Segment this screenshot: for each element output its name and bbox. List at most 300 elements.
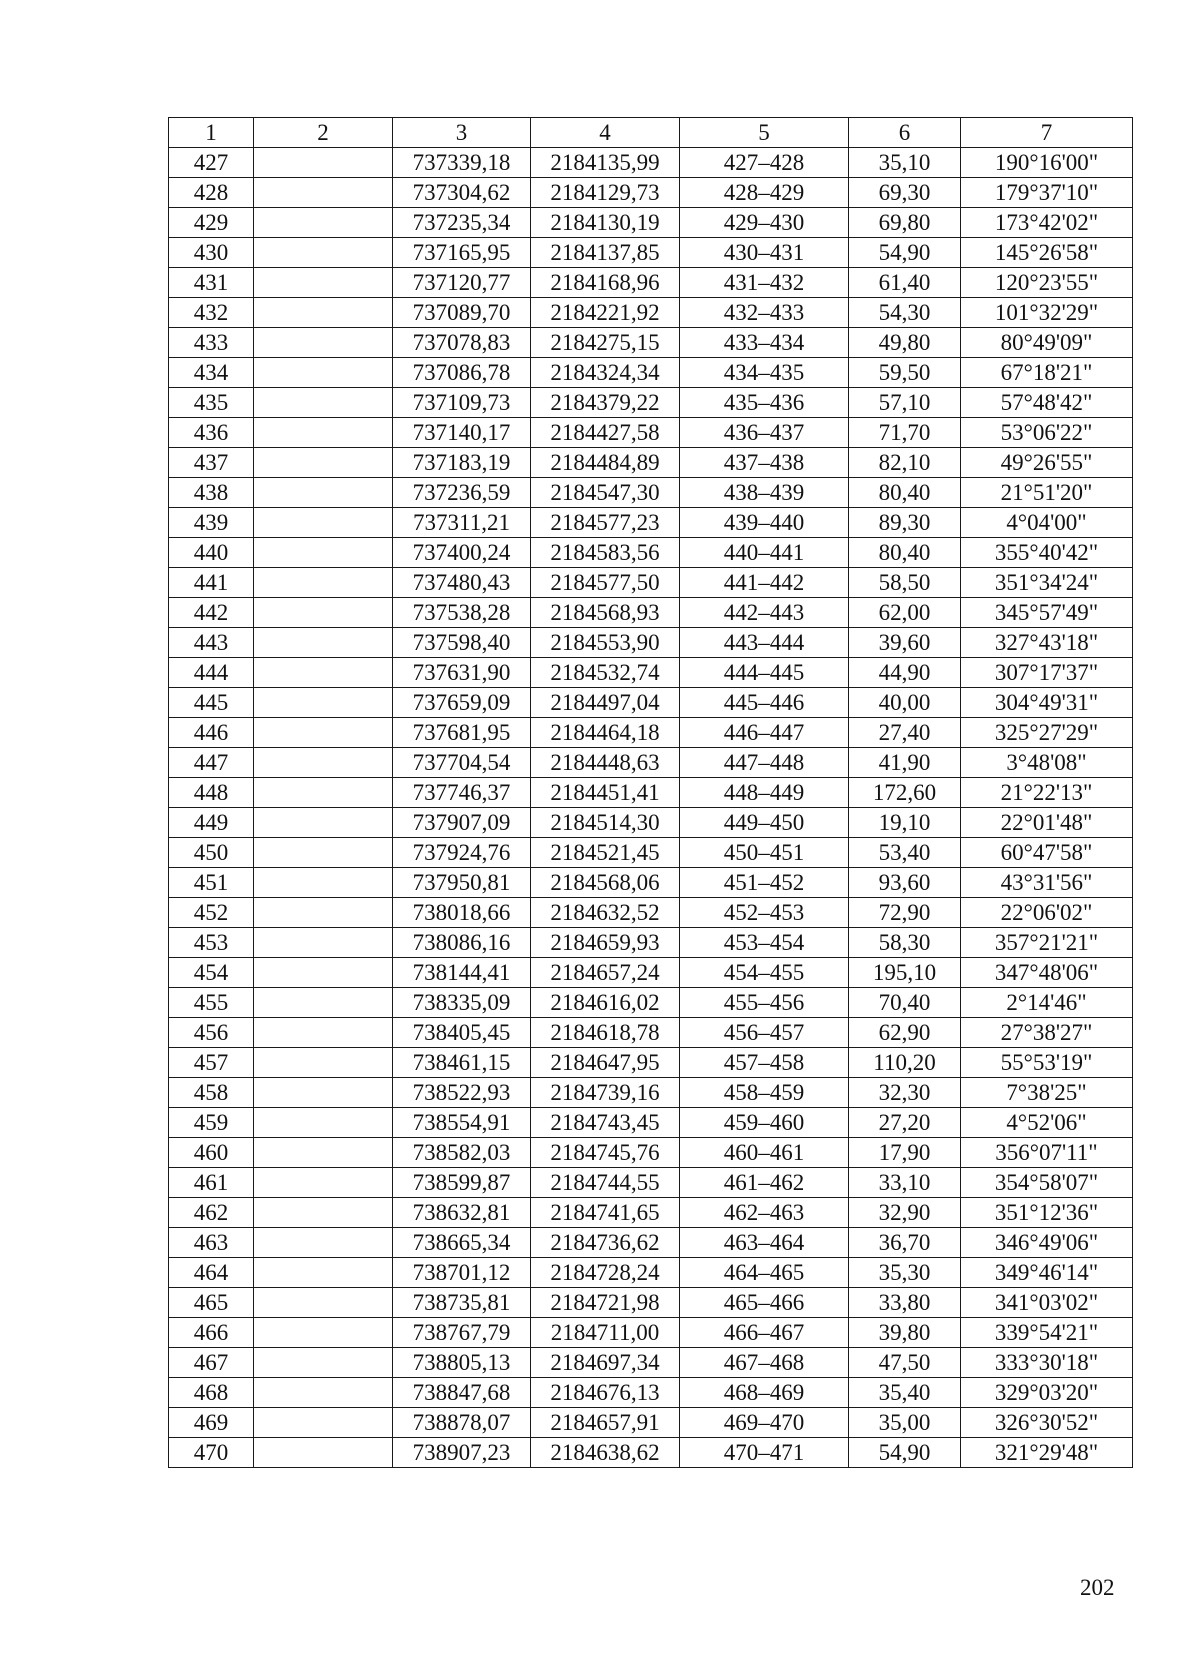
cell-point-number: 436 [169,418,254,448]
cell-segment: 440–441 [680,538,849,568]
cell-distance: 69,80 [849,208,961,238]
column-header: 4 [531,118,680,148]
cell-coordinate-y: 2184632,52 [531,898,680,928]
cell-point-number: 459 [169,1108,254,1138]
cell-distance: 58,30 [849,928,961,958]
table-row [169,1048,1133,1078]
cell-coordinate-y: 2184221,92 [531,298,680,328]
cell-coordinate-x: 737480,43 [393,568,531,598]
table-row [169,148,1133,178]
cell-distance: 19,10 [849,808,961,838]
cell-segment: 450–451 [680,838,849,868]
cell-point-number: 430 [169,238,254,268]
cell-bearing: 351°34'24" [961,568,1133,598]
cell-point-name [254,178,393,208]
table-row [169,928,1133,958]
table-row [169,988,1133,1018]
table-row [169,688,1133,718]
cell-bearing: 327°43'18" [961,628,1133,658]
cell-point-number: 457 [169,1048,254,1078]
cell-segment: 456–457 [680,1018,849,1048]
cell-point-number: 434 [169,358,254,388]
cell-point-name [254,1438,393,1468]
cell-point-name [254,988,393,1018]
cell-bearing: 4°04'00" [961,508,1133,538]
cell-bearing: 345°57'49" [961,598,1133,628]
cell-coordinate-y: 2184464,18 [531,718,680,748]
column-header: 3 [393,118,531,148]
cell-point-number: 450 [169,838,254,868]
cell-segment: 447–448 [680,748,849,778]
cell-coordinate-y: 2184745,76 [531,1138,680,1168]
cell-coordinate-y: 2184741,65 [531,1198,680,1228]
cell-bearing: 2°14'46" [961,988,1133,1018]
cell-coordinate-x: 737907,09 [393,808,531,838]
table-body [169,148,1133,1468]
cell-segment: 443–444 [680,628,849,658]
cell-distance: 39,80 [849,1318,961,1348]
cell-coordinate-x: 738599,87 [393,1168,531,1198]
cell-distance: 33,80 [849,1288,961,1318]
cell-segment: 454–455 [680,958,849,988]
cell-point-number: 451 [169,868,254,898]
cell-distance: 35,40 [849,1378,961,1408]
cell-bearing: 80°49'09" [961,328,1133,358]
cell-distance: 72,90 [849,898,961,928]
cell-distance: 54,90 [849,1438,961,1468]
cell-point-name [254,538,393,568]
cell-bearing: 4°52'06" [961,1108,1133,1138]
cell-coordinate-x: 737089,70 [393,298,531,328]
cell-bearing: 101°32'29" [961,298,1133,328]
cell-coordinate-y: 2184451,41 [531,778,680,808]
cell-point-number: 432 [169,298,254,328]
cell-point-name [254,508,393,538]
cell-coordinate-x: 737183,19 [393,448,531,478]
cell-coordinate-x: 737236,59 [393,478,531,508]
cell-distance: 80,40 [849,538,961,568]
cell-point-name [254,298,393,328]
cell-coordinate-y: 2184739,16 [531,1078,680,1108]
cell-coordinate-x: 738405,45 [393,1018,531,1048]
table-row [169,1228,1133,1258]
cell-point-number: 453 [169,928,254,958]
cell-segment: 461–462 [680,1168,849,1198]
table-row [169,388,1133,418]
cell-point-name [254,1228,393,1258]
cell-coordinate-y: 2184711,00 [531,1318,680,1348]
table-row [169,508,1133,538]
cell-bearing: 120°23'55" [961,268,1133,298]
table-row [169,268,1133,298]
cell-coordinate-x: 738878,07 [393,1408,531,1438]
cell-bearing: 325°27'29" [961,718,1133,748]
cell-coordinate-x: 737120,77 [393,268,531,298]
table-row [169,1258,1133,1288]
cell-coordinate-y: 2184743,45 [531,1108,680,1138]
cell-coordinate-y: 2184427,58 [531,418,680,448]
cell-distance: 47,50 [849,1348,961,1378]
cell-coordinate-x: 738018,66 [393,898,531,928]
cell-segment: 445–446 [680,688,849,718]
table-row [169,478,1133,508]
cell-coordinate-x: 737681,95 [393,718,531,748]
cell-segment: 428–429 [680,178,849,208]
cell-segment: 438–439 [680,478,849,508]
cell-segment: 459–460 [680,1108,849,1138]
cell-distance: 32,90 [849,1198,961,1228]
table-row [169,1078,1133,1108]
cell-segment: 441–442 [680,568,849,598]
cell-segment: 433–434 [680,328,849,358]
cell-point-name [254,688,393,718]
cell-point-name [254,718,393,748]
cell-coordinate-y: 2184638,62 [531,1438,680,1468]
cell-segment: 430–431 [680,238,849,268]
table-row [169,1138,1133,1168]
cell-point-number: 443 [169,628,254,658]
cell-segment: 446–447 [680,718,849,748]
cell-bearing: 22°01'48" [961,808,1133,838]
cell-distance: 82,10 [849,448,961,478]
cell-coordinate-y: 2184616,02 [531,988,680,1018]
cell-coordinate-x: 738086,16 [393,928,531,958]
cell-coordinate-x: 738522,93 [393,1078,531,1108]
cell-point-number: 469 [169,1408,254,1438]
cell-point-number: 445 [169,688,254,718]
cell-segment: 464–465 [680,1258,849,1288]
cell-coordinate-y: 2184657,91 [531,1408,680,1438]
cell-point-name [254,958,393,988]
table-row [169,658,1133,688]
cell-point-name [254,808,393,838]
cell-point-name [254,928,393,958]
cell-bearing: 329°03'20" [961,1378,1133,1408]
cell-coordinate-x: 738665,34 [393,1228,531,1258]
cell-point-name [254,238,393,268]
cell-point-name [254,1348,393,1378]
cell-point-name [254,568,393,598]
cell-coordinate-x: 737400,24 [393,538,531,568]
table-row [169,1198,1133,1228]
cell-bearing: 346°49'06" [961,1228,1133,1258]
cell-distance: 49,80 [849,328,961,358]
cell-segment: 458–459 [680,1078,849,1108]
cell-distance: 36,70 [849,1228,961,1258]
cell-distance: 93,60 [849,868,961,898]
cell-coordinate-y: 2184728,24 [531,1258,680,1288]
cell-distance: 89,30 [849,508,961,538]
cell-bearing: 349°46'14" [961,1258,1133,1288]
cell-distance: 61,40 [849,268,961,298]
cell-segment: 463–464 [680,1228,849,1258]
cell-coordinate-x: 738144,41 [393,958,531,988]
cell-point-name [254,478,393,508]
cell-point-number: 460 [169,1138,254,1168]
cell-point-number: 438 [169,478,254,508]
cell-point-name [254,448,393,478]
cell-coordinate-y: 2184130,19 [531,208,680,238]
column-header: 1 [169,118,254,148]
cell-segment: 431–432 [680,268,849,298]
cell-coordinate-y: 2184137,85 [531,238,680,268]
cell-bearing: 341°03'02" [961,1288,1133,1318]
cell-coordinate-x: 737631,90 [393,658,531,688]
column-header: 6 [849,118,961,148]
cell-bearing: 321°29'48" [961,1438,1133,1468]
cell-coordinate-y: 2184618,78 [531,1018,680,1048]
cell-bearing: 49°26'55" [961,448,1133,478]
cell-point-number: 458 [169,1078,254,1108]
cell-point-name [254,208,393,238]
cell-coordinate-x: 737746,37 [393,778,531,808]
cell-point-number: 435 [169,388,254,418]
cell-point-number: 439 [169,508,254,538]
cell-distance: 44,90 [849,658,961,688]
cell-coordinate-y: 2184275,15 [531,328,680,358]
table-row [169,358,1133,388]
cell-coordinate-y: 2184448,63 [531,748,680,778]
cell-bearing: 173°42'02" [961,208,1133,238]
cell-segment: 435–436 [680,388,849,418]
cell-point-name [254,1018,393,1048]
cell-bearing: 354°58'07" [961,1168,1133,1198]
cell-point-number: 428 [169,178,254,208]
cell-bearing: 67°18'21" [961,358,1133,388]
column-header: 5 [680,118,849,148]
cell-point-name [254,328,393,358]
cell-distance: 110,20 [849,1048,961,1078]
table-row [169,1288,1133,1318]
table-row [169,1378,1133,1408]
cell-coordinate-y: 2184129,73 [531,178,680,208]
cell-point-number: 462 [169,1198,254,1228]
table-row [169,1438,1133,1468]
cell-coordinate-y: 2184514,30 [531,808,680,838]
cell-point-number: 455 [169,988,254,1018]
cell-point-number: 454 [169,958,254,988]
cell-coordinate-x: 737339,18 [393,148,531,178]
cell-point-name [254,1168,393,1198]
cell-coordinate-y: 2184484,89 [531,448,680,478]
cell-coordinate-x: 737311,21 [393,508,531,538]
cell-point-number: 447 [169,748,254,778]
cell-coordinate-y: 2184697,34 [531,1348,680,1378]
cell-segment: 465–466 [680,1288,849,1318]
cell-distance: 35,10 [849,148,961,178]
cell-segment: 427–428 [680,148,849,178]
cell-segment: 457–458 [680,1048,849,1078]
cell-segment: 436–437 [680,418,849,448]
cell-coordinate-y: 2184324,34 [531,358,680,388]
cell-segment: 444–445 [680,658,849,688]
cell-coordinate-y: 2184659,93 [531,928,680,958]
cell-bearing: 179°37'10" [961,178,1133,208]
cell-distance: 53,40 [849,838,961,868]
table-row [169,598,1133,628]
cell-point-number: 464 [169,1258,254,1288]
table-row [169,748,1133,778]
cell-coordinate-x: 737924,76 [393,838,531,868]
cell-coordinate-y: 2184568,06 [531,868,680,898]
table-row [169,808,1133,838]
cell-point-number: 441 [169,568,254,598]
cell-point-name [254,1288,393,1318]
cell-coordinate-y: 2184583,56 [531,538,680,568]
cell-coordinate-y: 2184521,45 [531,838,680,868]
cell-coordinate-y: 2184744,55 [531,1168,680,1198]
cell-point-number: 466 [169,1318,254,1348]
cell-bearing: 351°12'36" [961,1198,1133,1228]
cell-distance: 35,00 [849,1408,961,1438]
cell-distance: 57,10 [849,388,961,418]
cell-coordinate-x: 737598,40 [393,628,531,658]
cell-bearing: 190°16'00" [961,148,1133,178]
cell-point-name [254,1138,393,1168]
cell-coordinate-y: 2184532,74 [531,658,680,688]
table-row [169,568,1133,598]
cell-coordinate-y: 2184135,99 [531,148,680,178]
cell-segment: 449–450 [680,808,849,838]
cell-distance: 58,50 [849,568,961,598]
cell-coordinate-x: 737140,17 [393,418,531,448]
cell-bearing: 333°30'18" [961,1348,1133,1378]
table-row [169,1348,1133,1378]
cell-point-name [254,628,393,658]
cell-distance: 27,40 [849,718,961,748]
cell-coordinate-x: 737165,95 [393,238,531,268]
cell-point-name [254,268,393,298]
cell-bearing: 145°26'58" [961,238,1133,268]
table-row [169,418,1133,448]
cell-point-number: 429 [169,208,254,238]
table-row [169,538,1133,568]
cell-distance: 54,90 [849,238,961,268]
cell-point-number: 442 [169,598,254,628]
cell-coordinate-x: 737109,73 [393,388,531,418]
table-row [169,448,1133,478]
table-row [169,178,1133,208]
cell-bearing: 22°06'02" [961,898,1133,928]
cell-segment: 432–433 [680,298,849,328]
cell-coordinate-y: 2184721,98 [531,1288,680,1318]
cell-point-name [254,1198,393,1228]
coordinates-table [168,117,1133,1468]
cell-point-name [254,1108,393,1138]
cell-bearing: 60°47'58" [961,838,1133,868]
cell-distance: 32,30 [849,1078,961,1108]
cell-coordinate-x: 737078,83 [393,328,531,358]
cell-coordinate-y: 2184568,93 [531,598,680,628]
cell-distance: 69,30 [849,178,961,208]
cell-distance: 40,00 [849,688,961,718]
table-row [169,958,1133,988]
cell-coordinate-x: 737086,78 [393,358,531,388]
cell-point-number: 440 [169,538,254,568]
cell-point-number: 452 [169,898,254,928]
cell-segment: 453–454 [680,928,849,958]
cell-bearing: 21°51'20" [961,478,1133,508]
cell-segment: 470–471 [680,1438,849,1468]
cell-segment: 451–452 [680,868,849,898]
table-row [169,208,1133,238]
cell-point-number: 467 [169,1348,254,1378]
cell-segment: 429–430 [680,208,849,238]
cell-bearing: 339°54'21" [961,1318,1133,1348]
cell-segment: 460–461 [680,1138,849,1168]
cell-distance: 35,30 [849,1258,961,1288]
cell-coordinate-x: 737704,54 [393,748,531,778]
cell-segment: 466–467 [680,1318,849,1348]
table-row [169,718,1133,748]
cell-point-number: 468 [169,1378,254,1408]
cell-distance: 80,40 [849,478,961,508]
cell-segment: 434–435 [680,358,849,388]
cell-distance: 54,30 [849,298,961,328]
cell-point-name [254,778,393,808]
cell-point-number: 470 [169,1438,254,1468]
cell-segment: 448–449 [680,778,849,808]
cell-segment: 442–443 [680,598,849,628]
cell-point-number: 427 [169,148,254,178]
cell-point-name [254,868,393,898]
cell-coordinate-x: 738701,12 [393,1258,531,1288]
cell-coordinate-x: 737538,28 [393,598,531,628]
cell-point-name [254,1318,393,1348]
cell-distance: 195,10 [849,958,961,988]
cell-bearing: 326°30'52" [961,1408,1133,1438]
column-header: 2 [254,118,393,148]
cell-distance: 39,60 [849,628,961,658]
cell-coordinate-x: 738907,23 [393,1438,531,1468]
cell-coordinate-x: 738632,81 [393,1198,531,1228]
cell-coordinate-y: 2184553,90 [531,628,680,658]
cell-segment: 455–456 [680,988,849,1018]
cell-point-name [254,748,393,778]
cell-bearing: 355°40'42" [961,538,1133,568]
cell-point-name [254,838,393,868]
table-row [169,1108,1133,1138]
cell-bearing: 21°22'13" [961,778,1133,808]
cell-segment: 469–470 [680,1408,849,1438]
cell-coordinate-x: 737659,09 [393,688,531,718]
cell-point-name [254,1378,393,1408]
cell-point-name [254,658,393,688]
cell-distance: 59,50 [849,358,961,388]
cell-coordinate-x: 738335,09 [393,988,531,1018]
page-number: 202 [1080,1575,1115,1600]
cell-bearing: 347°48'06" [961,958,1133,988]
cell-coordinate-x: 738554,91 [393,1108,531,1138]
cell-point-number: 456 [169,1018,254,1048]
table-row [169,298,1133,328]
cell-coordinate-y: 2184647,95 [531,1048,680,1078]
cell-coordinate-x: 737304,62 [393,178,531,208]
cell-bearing: 304°49'31" [961,688,1133,718]
cell-coordinate-y: 2184497,04 [531,688,680,718]
cell-point-number: 448 [169,778,254,808]
cell-segment: 439–440 [680,508,849,538]
cell-coordinate-x: 738461,15 [393,1048,531,1078]
cell-coordinate-x: 738767,79 [393,1318,531,1348]
table-row [169,778,1133,808]
cell-bearing: 57°48'42" [961,388,1133,418]
table-row [169,1168,1133,1198]
cell-point-name [254,1408,393,1438]
table-row [169,898,1133,928]
cell-coordinate-y: 2184676,13 [531,1378,680,1408]
cell-point-number: 449 [169,808,254,838]
